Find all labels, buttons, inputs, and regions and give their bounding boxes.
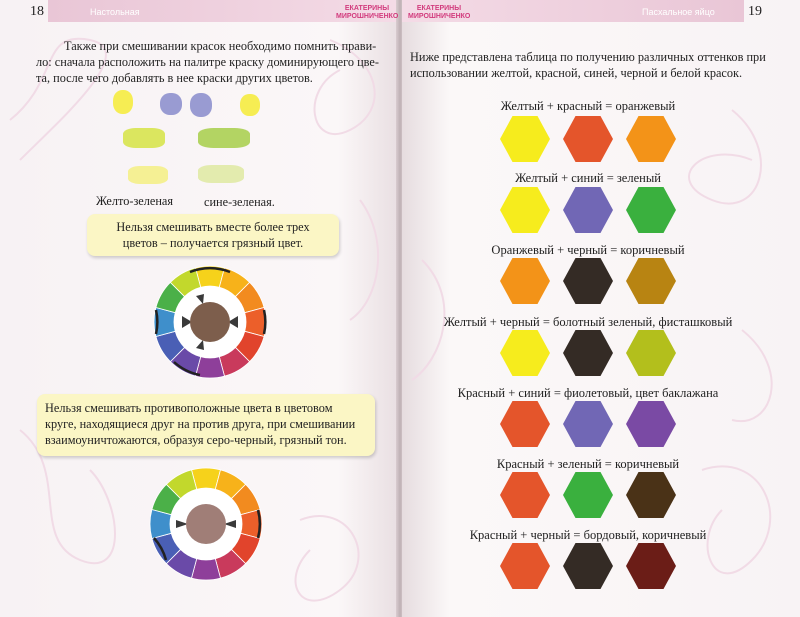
caption-yellow-green: Желто-зеленая — [96, 194, 174, 208]
right-page — [336, 0, 800, 617]
paint-smear-yellow-green — [123, 128, 165, 148]
paint-blob-blue — [190, 93, 212, 117]
mix-label: Красный + зеленый = коричневый — [496, 457, 680, 471]
mix-label: Желтый + красный = оранжевый — [500, 99, 676, 113]
page-number: 19 — [748, 4, 762, 19]
mix-label: Красный + черный = бордовый, коричневый — [469, 528, 707, 542]
note-line: взаимоуничтожаются, образуя серо-черный, грязный тон. — [45, 433, 347, 447]
paint-blob-blue — [160, 93, 182, 115]
intro-line-2: использовании желтой, красной, синей, черной и белой красок. — [410, 66, 743, 80]
note-line: Нельзя смешивать вместе более трех — [116, 220, 310, 234]
section-title: Пасхальное яйцо — [642, 7, 715, 17]
wheel-center-mix — [186, 504, 226, 544]
note-line: Нельзя смешивать противоположные цвета в цветовом — [45, 401, 333, 415]
mix-label: Оранжевый + черный = коричневый — [491, 243, 685, 257]
intro-line-1: Также при смешивании красок необходимо помнить прави- — [64, 39, 377, 53]
intro-line-2: ло: сначала расположить на палитре краску доминирующего цве- — [36, 55, 379, 69]
brand-logo: ЕКАТЕРИНЫ МИРОШНИЧЕНКО — [408, 5, 471, 20]
paint-smear-light-yellow — [128, 166, 168, 184]
mix-label: Желтый + черный = болотный зеленый, фисташковый — [443, 315, 733, 329]
wheel-highlight-right — [264, 310, 265, 334]
wheel-highlight-left — [156, 310, 157, 334]
left-page — [0, 0, 398, 617]
brand-logo-left: ЕКАТЕРИНЫ МИРОШНИЧЕНКО — [336, 5, 399, 20]
note-three-colors — [87, 214, 339, 256]
color-wheel-opposite-colors — [143, 462, 269, 586]
paint-blob-yellow — [240, 94, 260, 116]
page-number: 18 — [30, 4, 44, 19]
note-line: цветов – получается грязный цвет. — [122, 236, 304, 250]
intro-line-1: Ниже представлена таблица по получению различных оттенков при — [410, 50, 766, 64]
paint-smear-blue-green — [198, 128, 250, 148]
paint-blob-yellow — [113, 90, 133, 114]
decorative-swirl-right — [402, 0, 800, 617]
caption-blue-green: сине-зеленая. — [204, 195, 275, 209]
mix-label: Красный + синий = фиолетовый, цвет баклажана — [457, 386, 719, 400]
color-wheel-three-colors — [147, 260, 273, 384]
note-opposite-colors — [37, 394, 375, 456]
note-line: круге, находящиеся друг на против друга, при смешивании — [45, 417, 356, 431]
wheel-center-mix — [190, 302, 230, 342]
section-title: Настольная — [90, 7, 140, 17]
mix-label: Желтый + синий = зеленый — [515, 171, 661, 185]
paint-smear-light-green — [198, 165, 244, 183]
intro-line-3: та, после чего добавлять в нее краски других цветов. — [36, 71, 313, 85]
